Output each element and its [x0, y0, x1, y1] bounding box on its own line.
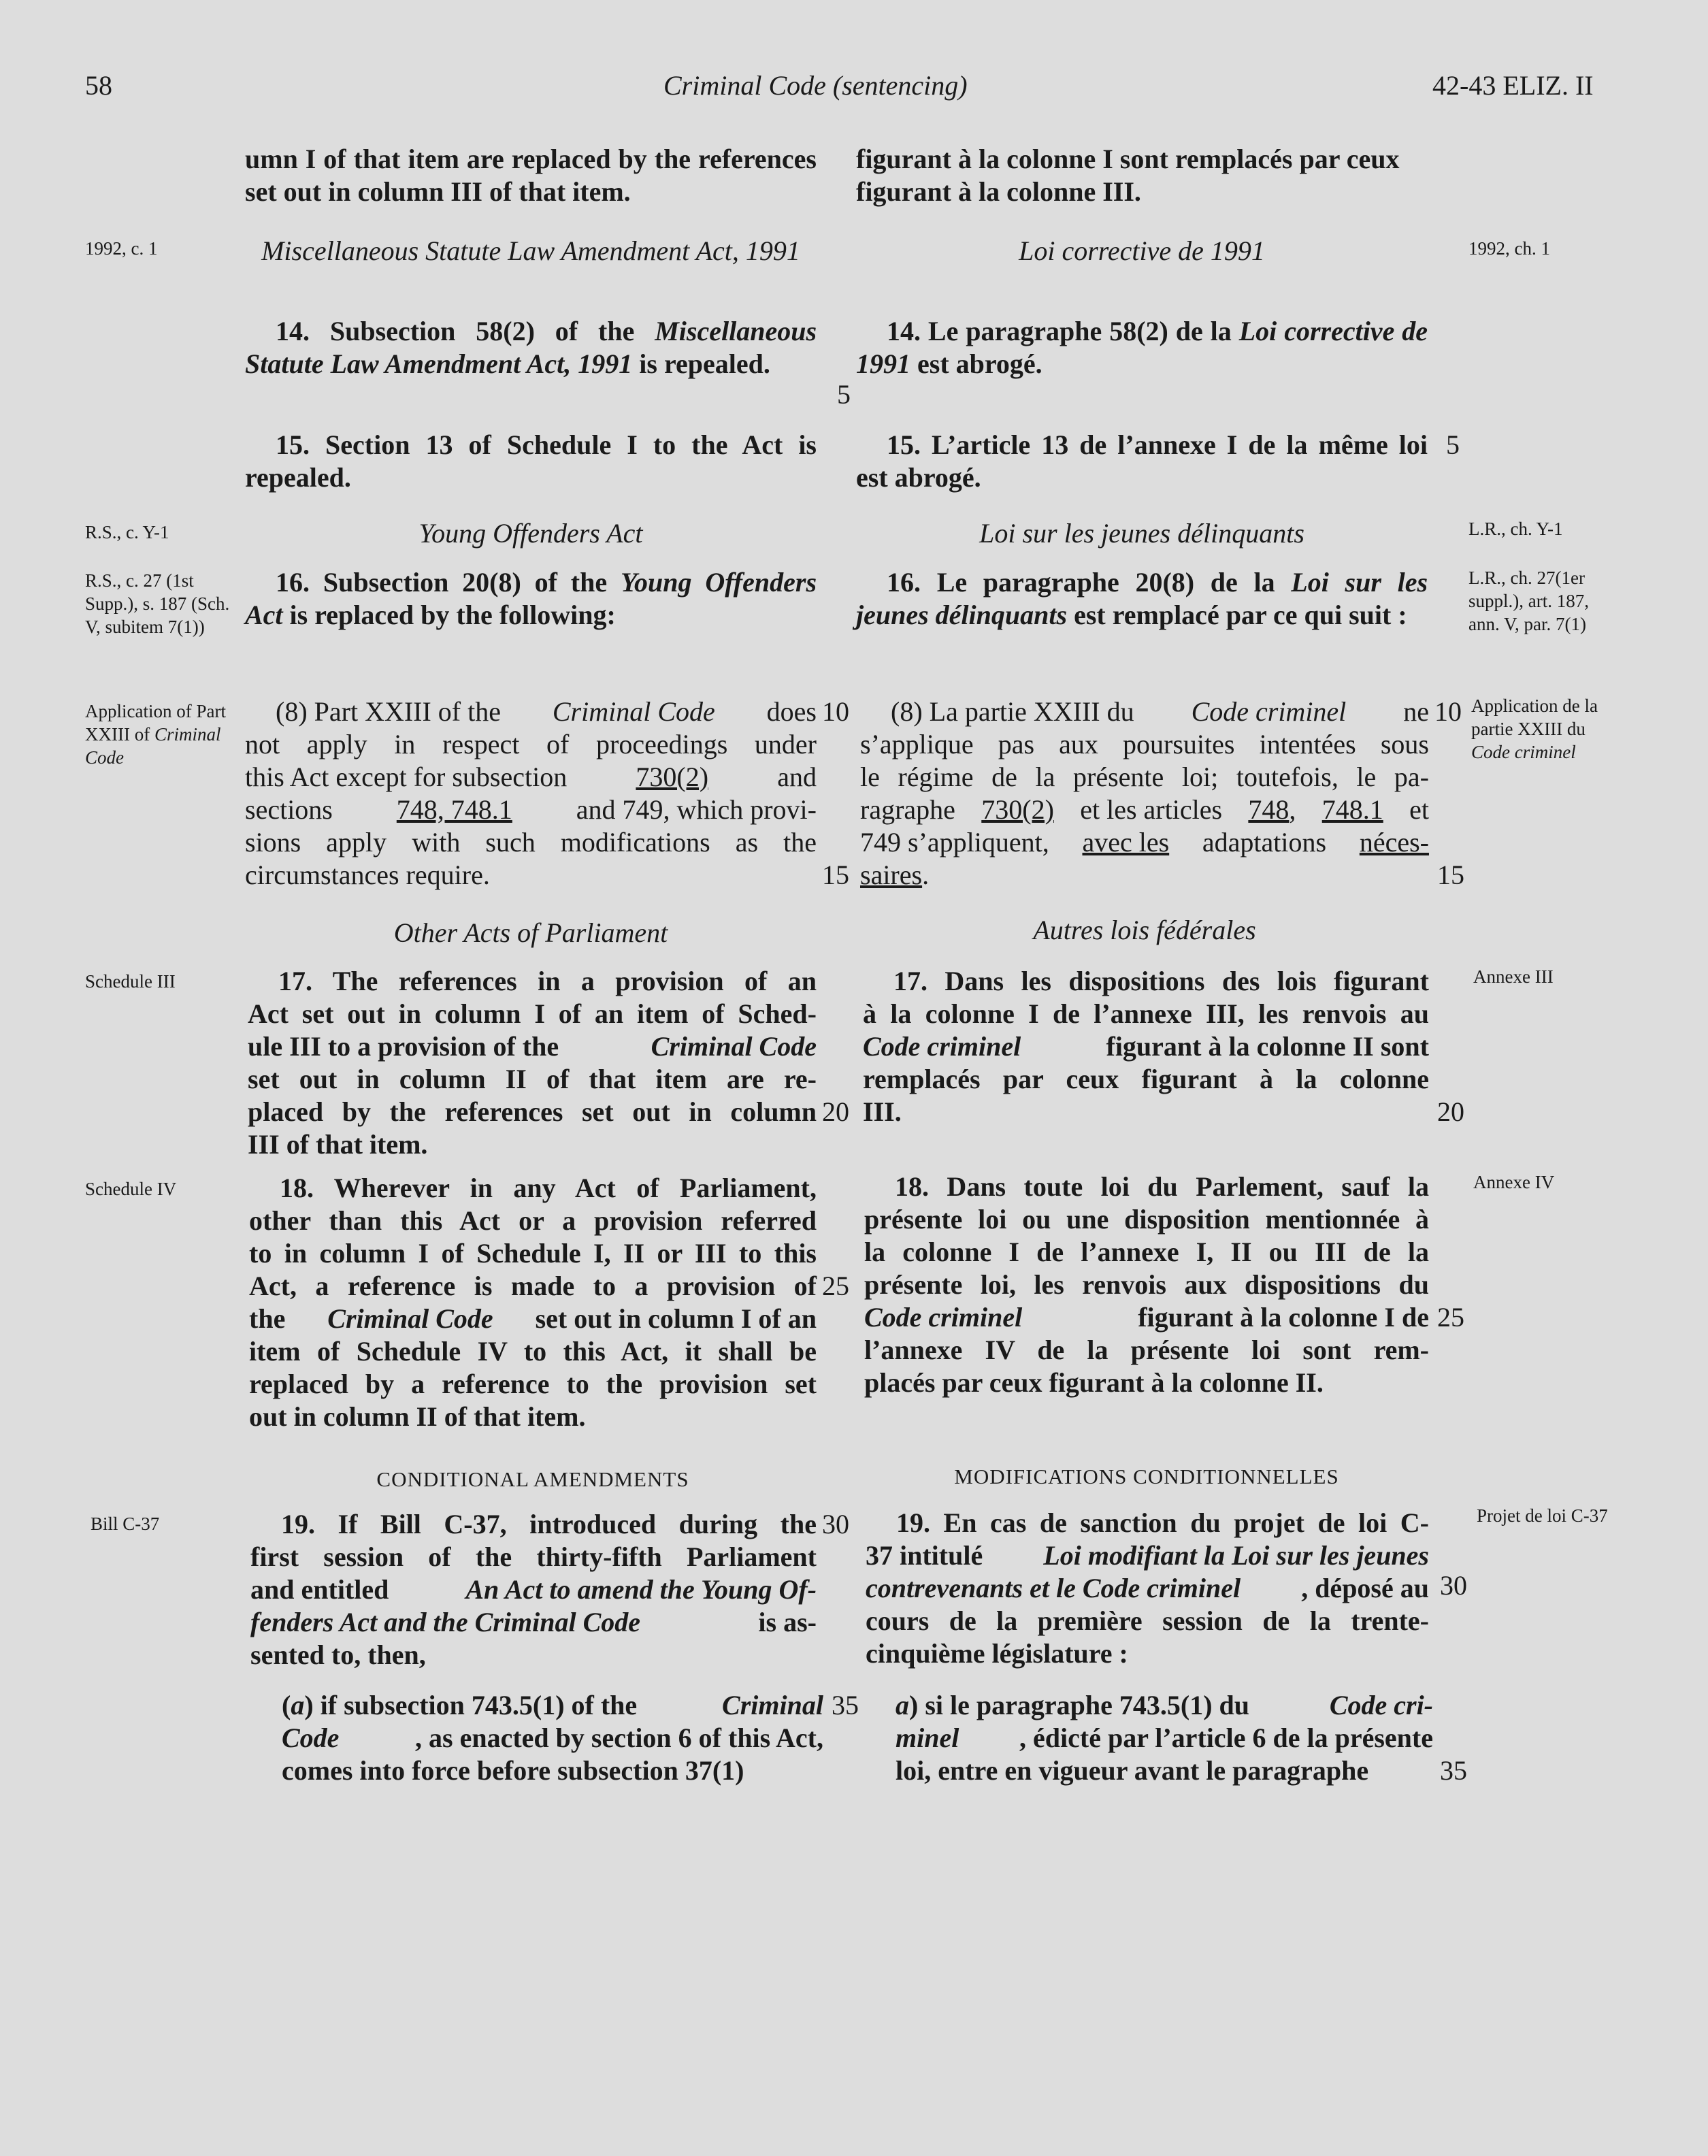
line-number-en: 35 — [832, 1690, 859, 1720]
line-number-en: 10 — [822, 696, 849, 727]
line-number-fr: 25 — [1437, 1302, 1464, 1333]
line-number-fr: 35 — [1440, 1755, 1467, 1786]
heading-yoa-en: Young Offenders Act — [418, 518, 643, 549]
line-number-fr: 30 — [1440, 1570, 1467, 1601]
section-16-en: 16. Subsection 20(8) of the Young Offenders Act is replaced by the following: — [245, 567, 817, 630]
heading-other-acts-fr: Autres lois fédérales — [1033, 915, 1256, 945]
margin-note-s16-fr: L.R., ch. 27(1er suppl.), art. 187, ann. V, par. 7(1) — [1468, 568, 1589, 634]
page-number: 58 — [85, 70, 112, 101]
intro-fr: figurant à la colonne I sont remplacés par ceux figurant à la colonne III. — [856, 144, 1400, 207]
line-number-fr: 15 — [1437, 860, 1464, 890]
margin-note-projet-c37: Projet de loi C-37 — [1477, 1505, 1608, 1526]
margin-note-application-fr: Application de la partie XXIII du Code criminel — [1471, 696, 1598, 762]
section-14-fr: 14. Le paragraphe 58(2) de la Loi corrective de 1991 est abrogé. — [856, 316, 1428, 379]
margin-note-bill-c37: Bill C-37 — [91, 1514, 160, 1534]
margin-note-schedule-iii: Schedule III — [85, 971, 176, 992]
line-number-fr: 20 — [1437, 1096, 1464, 1127]
line-number-en: 25 — [822, 1271, 849, 1301]
subsection-20-8-fr: (8) La partie XXIII du Code criminel ne s’applique pas aux poursuites intentées sous le régime de la présente loi; toutefois, le pa- ragraphe 730(2) et les articles 748, 748.1 et 749 s’appliquent, avec les adaptations néces- saires. — [860, 696, 1429, 890]
margin-note-application-en: Application of Part XXIII of Criminal Code — [85, 701, 226, 768]
margin-note-annexe-iv: Annexe IV — [1473, 1172, 1555, 1192]
section-18-fr: 18. Dans toute loi du Parlement, sauf la présente loi ou une disposition mentionnée à la colonne I de l’annexe I, II ou III de la présente loi, les renvois aux dispositions du Code criminel figurant à la colonne I de l’annexe IV de la présente loi sont rem- placés par ceux figurant à la colonne II. — [864, 1171, 1429, 1398]
paragraph-19a-fr: a) si le paragraphe 743.5(1) du Code cri- minel , édicté par l’article 6 de la présente loi, entre en vigueur avant le paragraphe — [896, 1690, 1433, 1786]
section-16-fr: 16. Le paragraphe 20(8) de la Loi sur les jeunes délinquants est remplacé par ce qui suit : — [856, 567, 1428, 630]
section-19-en: 19. If Bill C-37, introduced during the first session of the thirty-fifth Parliament and entitled An Act to amend the Young Of- fenders Act and the Criminal Code is as- sented to, then, — [250, 1509, 817, 1670]
margin-note-rs-y1: R.S., c. Y-1 — [85, 522, 169, 542]
line-number-fr: 5 — [1446, 429, 1460, 460]
section-17-fr: 17. Dans les dispositions des lois figurant à la colonne I de l’annexe III, les renvois au Code criminel figurant à la colonne II sont remplacés par ceux figurant à la colonne III. — [863, 966, 1429, 1127]
section-15-fr: 15. L’article 13 de l’annexe I de la même loi est abrogé. — [856, 429, 1428, 493]
paragraph-19a-en: (a) if subsection 743.5(1) of the Criminal Code , as enacted by section 6 of this Act, comes into force before subsection 37(1) — [282, 1690, 823, 1786]
line-number-en: 5 — [837, 379, 851, 410]
section-14-en: 14. Subsection 58(2) of the Miscellaneous Statute Law Amendment Act, 1991 is repealed. — [245, 316, 817, 379]
line-number-en: 15 — [822, 860, 849, 890]
section-18-en: 18. Wherever in any Act of Parliament, other than this Act or a provision referred to in column I of Schedule I, II or III to this Act, a reference is made to a provision of the Criminal Code set out in column I of an item of Schedule IV to this Act, it shall be replaced by a reference to the provision set out in column II of that item. — [249, 1173, 817, 1432]
section-15-en: 15. Section 13 of Schedule I to the Act is repealed. — [245, 429, 817, 493]
margin-note-annexe-iii: Annexe III — [1473, 966, 1554, 987]
section-17-en: 17. The references in a provision of an Act set out in column I of an item of Sched- ule III to a provision of the Criminal Code set out in column II of that item are re- placed by the references set out in column III of that item. — [248, 966, 817, 1160]
margin-note-schedule-iv: Schedule IV — [85, 1179, 177, 1199]
intro-en: umn I of that item are replaced by the references set out in column III of that item. — [245, 144, 817, 207]
heading-conditional-fr: MODIFICATIONS CONDITIONNELLES — [954, 1465, 1339, 1488]
margin-note-lr-y1: L.R., ch. Y-1 — [1468, 519, 1563, 539]
subsection-20-8-en: (8) Part XXIII of the Criminal Code does not apply in respect of proceedings under this Act except for subsection 730(2) and sections 748, 748.1 and 749, which provi- sions apply with such modifications as the circumstances require. — [245, 696, 817, 890]
line-number-en: 30 — [822, 1509, 849, 1539]
margin-note-1992-c1: 1992, c. 1 — [85, 238, 158, 259]
line-number-en: 20 — [822, 1096, 849, 1127]
heading-misc-en: Miscellaneous Statute Law Amendment Act, 1991 — [261, 235, 800, 266]
margin-note-s16-en: R.S., c. 27 (1st Supp.), s. 187 (Sch. V, subitem 7(1)) — [85, 570, 230, 637]
heading-yoa-fr: Loi sur les jeunes délinquants — [979, 518, 1304, 549]
margin-note-1992-ch1: 1992, ch. 1 — [1468, 238, 1550, 259]
page-reference: 42-43 ELIZ. II — [1432, 70, 1594, 101]
heading-misc-fr: Loi corrective de 1991 — [1019, 235, 1265, 266]
heading-other-acts-en: Other Acts of Parliament — [393, 917, 668, 948]
heading-conditional-en: CONDITIONAL AMENDMENTS — [376, 1467, 689, 1491]
section-19-fr: 19. En cas de sanction du projet de loi C- 37 intitulé Loi modifiant la Loi sur les jeunes contrevenants et le Code criminel , déposé au cours de la première session de la trente- cinquième législature : — [866, 1507, 1429, 1669]
line-number-fr: 10 — [1434, 696, 1462, 727]
page-title: Criminal Code (sentencing) — [663, 70, 968, 101]
